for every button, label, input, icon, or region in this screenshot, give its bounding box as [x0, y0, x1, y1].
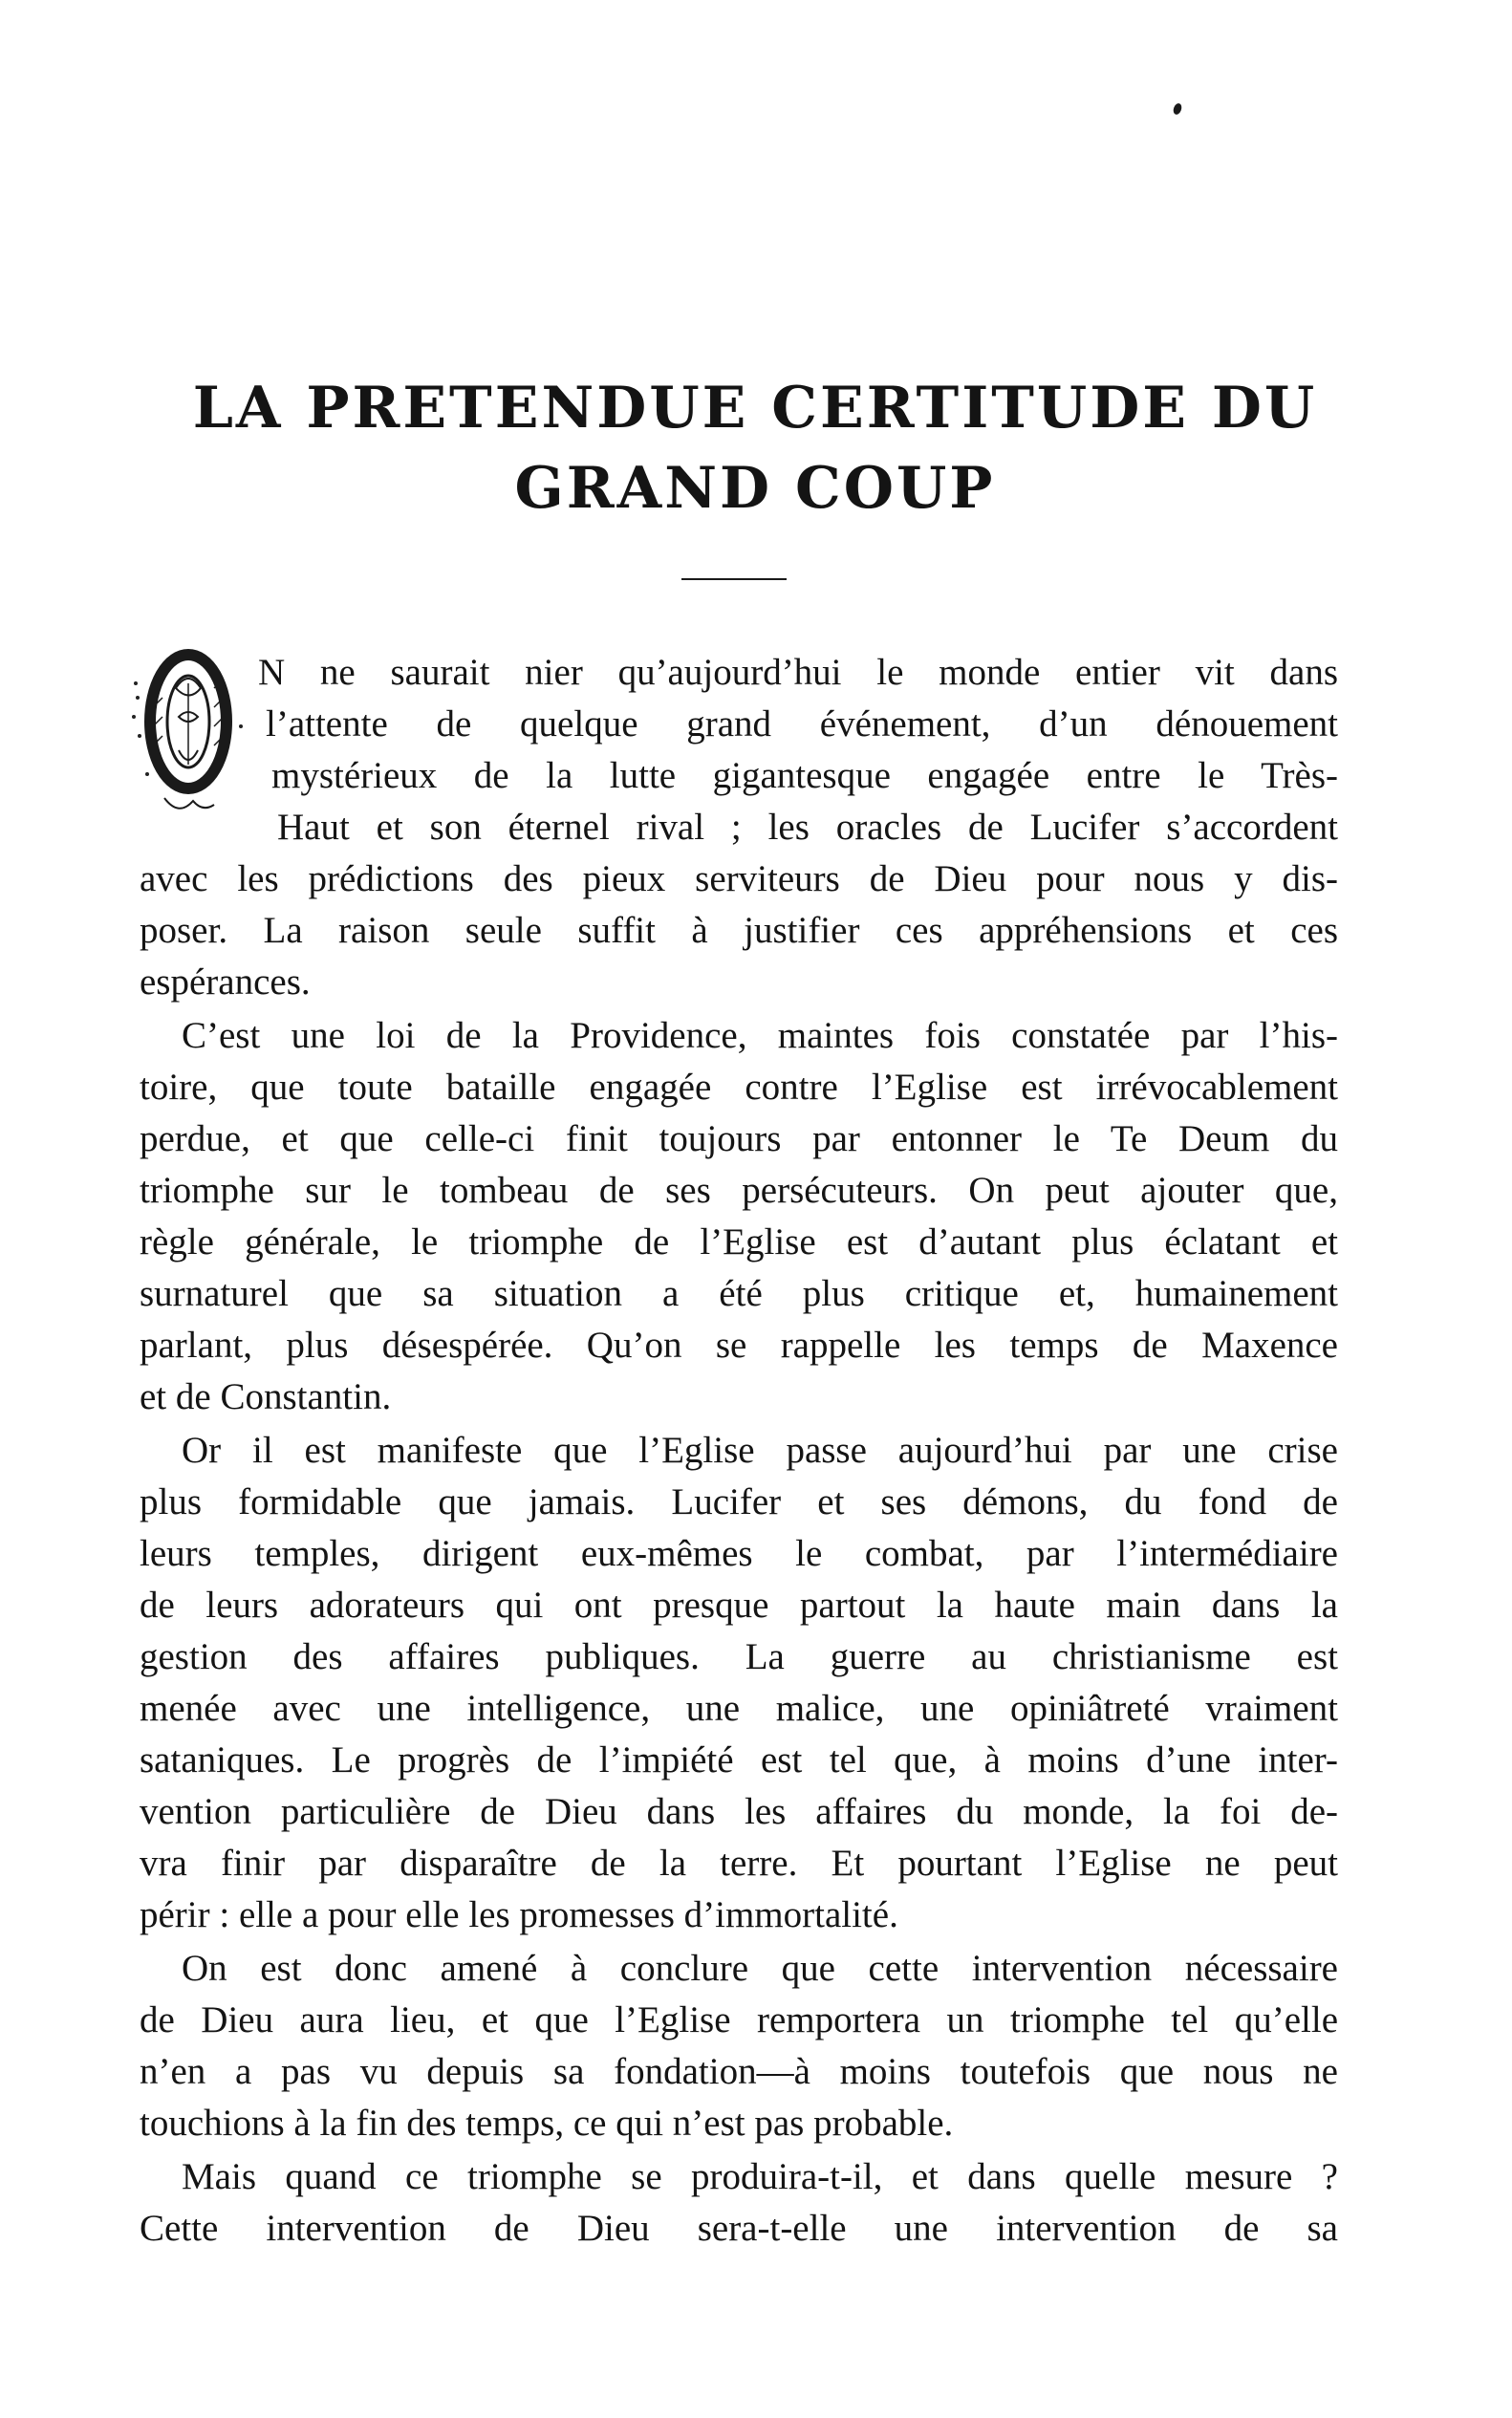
- text-line: triomphe sur le tombeau de ses persécuteurs. On peut ajouter que,: [140, 1170, 1338, 1211]
- text-line: Cette intervention de Dieu sera-t-elle une intervention de sa: [140, 2208, 1338, 2249]
- ornamental-dropcap-o-icon: [126, 631, 250, 822]
- title-separator-rule: [681, 578, 787, 580]
- ink-speck: [1172, 102, 1183, 116]
- text-line: poser. La raison seule suffit à justifier ces appréhensions et ces: [140, 910, 1338, 951]
- text-line: vra finir par disparaître de la terre. Et pourtant l’Eglise ne peut: [140, 1843, 1338, 1884]
- text-line: sataniques. Le progrès de l’impiété est tel que, à moins d’une inter-: [140, 1739, 1338, 1781]
- text-line: leurs temples, dirigent eux-mêmes le combat, par l’intermédiaire: [140, 1533, 1338, 1574]
- text-line: l’attente de quelque grand événement, d’un dénouement: [266, 703, 1338, 745]
- text-line: C’est une loi de la Providence, maintes fois constatée par l’his-: [182, 1015, 1338, 1056]
- text-line: espérances.: [140, 961, 311, 1003]
- text-line: vention particulière de Dieu dans les affaires du monde, la foi de-: [140, 1791, 1338, 1832]
- chapter-title-line-1: LA PRETENDUE CERTITUDE DU: [192, 375, 1318, 442]
- text-line: Mais quand ce triomphe se produira-t-il, et dans quelle mesure ?: [182, 2156, 1338, 2197]
- text-line: On est donc amené à conclure que cette intervention nécessaire: [182, 1948, 1338, 1989]
- text-line: avec les prédictions des pieux serviteurs de Dieu pour nous y dis-: [140, 858, 1338, 899]
- text-line: perdue, et que celle-ci finit toujours par entonner le Te Deum du: [140, 1118, 1338, 1159]
- text-line: N ne saurait nier qu’aujourd’hui le monde entier vit dans: [258, 652, 1338, 693]
- text-line: mystérieux de la lutte gigantesque engagée entre le Très-: [271, 755, 1338, 796]
- text-line: gestion des affaires publiques. La guerre au christianisme est: [140, 1636, 1338, 1677]
- chapter-title: [143, 368, 1367, 529]
- text-line: Or il est manifeste que l’Eglise passe aujourd’hui par une crise: [182, 1430, 1338, 1471]
- text-line: règle générale, le triomphe de l’Eglise est d’autant plus éclatant et: [140, 1221, 1338, 1263]
- text-line: de Dieu aura lieu, et que l’Eglise remportera un triomphe tel qu’elle: [140, 1999, 1338, 2040]
- text-line: Haut et son éternel rival ; les oracles de Lucifer s’accordent: [277, 807, 1338, 848]
- text-line: n’en a pas vu depuis sa fondation—à moins toutefois que nous ne: [140, 2051, 1338, 2092]
- text-line: menée avec une intelligence, une malice, une opiniâtreté vraiment: [140, 1688, 1338, 1729]
- text-line: plus formidable que jamais. Lucifer et ses démons, du fond de: [140, 1481, 1338, 1522]
- text-line: surnaturel que sa situation a été plus critique et, humainement: [140, 1273, 1338, 1314]
- text-line: et de Constantin.: [140, 1376, 392, 1417]
- text-line: parlant, plus désespérée. Qu’on se rappelle les temps de Maxence: [140, 1325, 1338, 1366]
- chapter-title-line-2: GRAND COUP: [514, 455, 996, 522]
- text-line: de leurs adorateurs qui ont presque partout la haute main dans la: [140, 1585, 1338, 1626]
- ornamental-dropcap: [126, 631, 250, 822]
- text-line: toire, que toute bataille engagée contre l’Eglise est irrévocablement: [140, 1067, 1338, 1108]
- text-line: touchions à la fin des temps, ce qui n’est pas probable.: [140, 2103, 954, 2144]
- text-line: périr : elle a pour elle les promesses d’immortalité.: [140, 1894, 898, 1935]
